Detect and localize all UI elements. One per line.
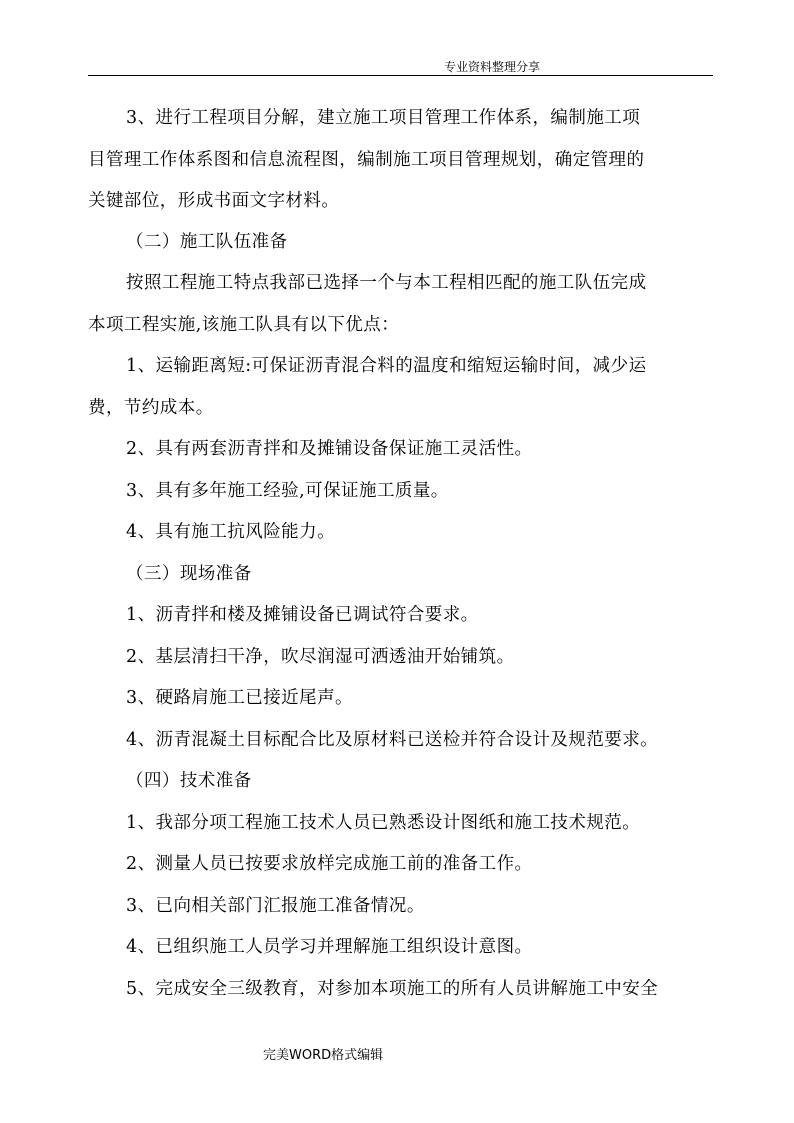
list-item: 3、具有多年施工经验,可保证施工质量。 — [126, 481, 449, 501]
page-header: 专业资料整理分享 — [444, 60, 541, 74]
paragraph-line: 目管理工作体系图和信息流程图，编制施工项目管理规划，确定管理的 — [88, 150, 645, 170]
paragraph-line: 3、进行工程项目分解，建立施工项目管理工作体系，编制施工项 — [126, 108, 641, 128]
list-item: 1、我部分项工程施工技术人员已熟悉设计图纸和施工技术规范。 — [126, 813, 641, 833]
page-footer: 完美WORD格式编辑 — [263, 1048, 384, 1063]
list-item: 2、测量人员已按要求放样完成施工前的准备工作。 — [126, 854, 533, 874]
list-item: 3、硬路肩施工已接近尾声。 — [126, 688, 353, 708]
section-heading: （三）现场准备 — [126, 564, 252, 584]
list-item: 5、完成安全三级教育，对参加本项施工的所有人员讲解施工中安全 — [126, 979, 659, 999]
header-divider — [88, 75, 713, 76]
list-item: 1、沥青拌和楼及摊铺设备已调试符合要求。 — [126, 605, 479, 625]
paragraph-line: 本项工程实施,该施工队具有以下优点： — [88, 315, 400, 335]
list-item: 1、运输距离短:可保证沥青混合料的温度和缩短运输时间，减少运 — [126, 356, 647, 376]
list-item: 3、已向相关部门汇报施工准备情况。 — [126, 896, 425, 916]
paragraph-line: 关键部位，形成书面文字材料。 — [88, 191, 340, 211]
paragraph-line: 费，节约成本。 — [88, 398, 214, 418]
section-heading: （二）施工队伍准备 — [126, 232, 288, 252]
paragraph-line: 按照工程施工特点我部已选择一个与本工程相匹配的施工队伍完成 — [126, 273, 647, 293]
section-heading: （四）技术准备 — [126, 771, 252, 791]
list-item: 4、已组织施工人员学习并理解施工组织设计意图。 — [126, 937, 533, 957]
list-item: 2、具有两套沥青拌和及摊铺设备保证施工灵活性。 — [126, 439, 533, 459]
list-item: 2、基层清扫干净，吹尽润湿可洒透油开始铺筑。 — [126, 647, 515, 667]
list-item: 4、具有施工抗风险能力。 — [126, 522, 336, 542]
list-item: 4、沥青混凝土目标配合比及原材料已送检并符合设计及规范要求。 — [126, 730, 659, 750]
